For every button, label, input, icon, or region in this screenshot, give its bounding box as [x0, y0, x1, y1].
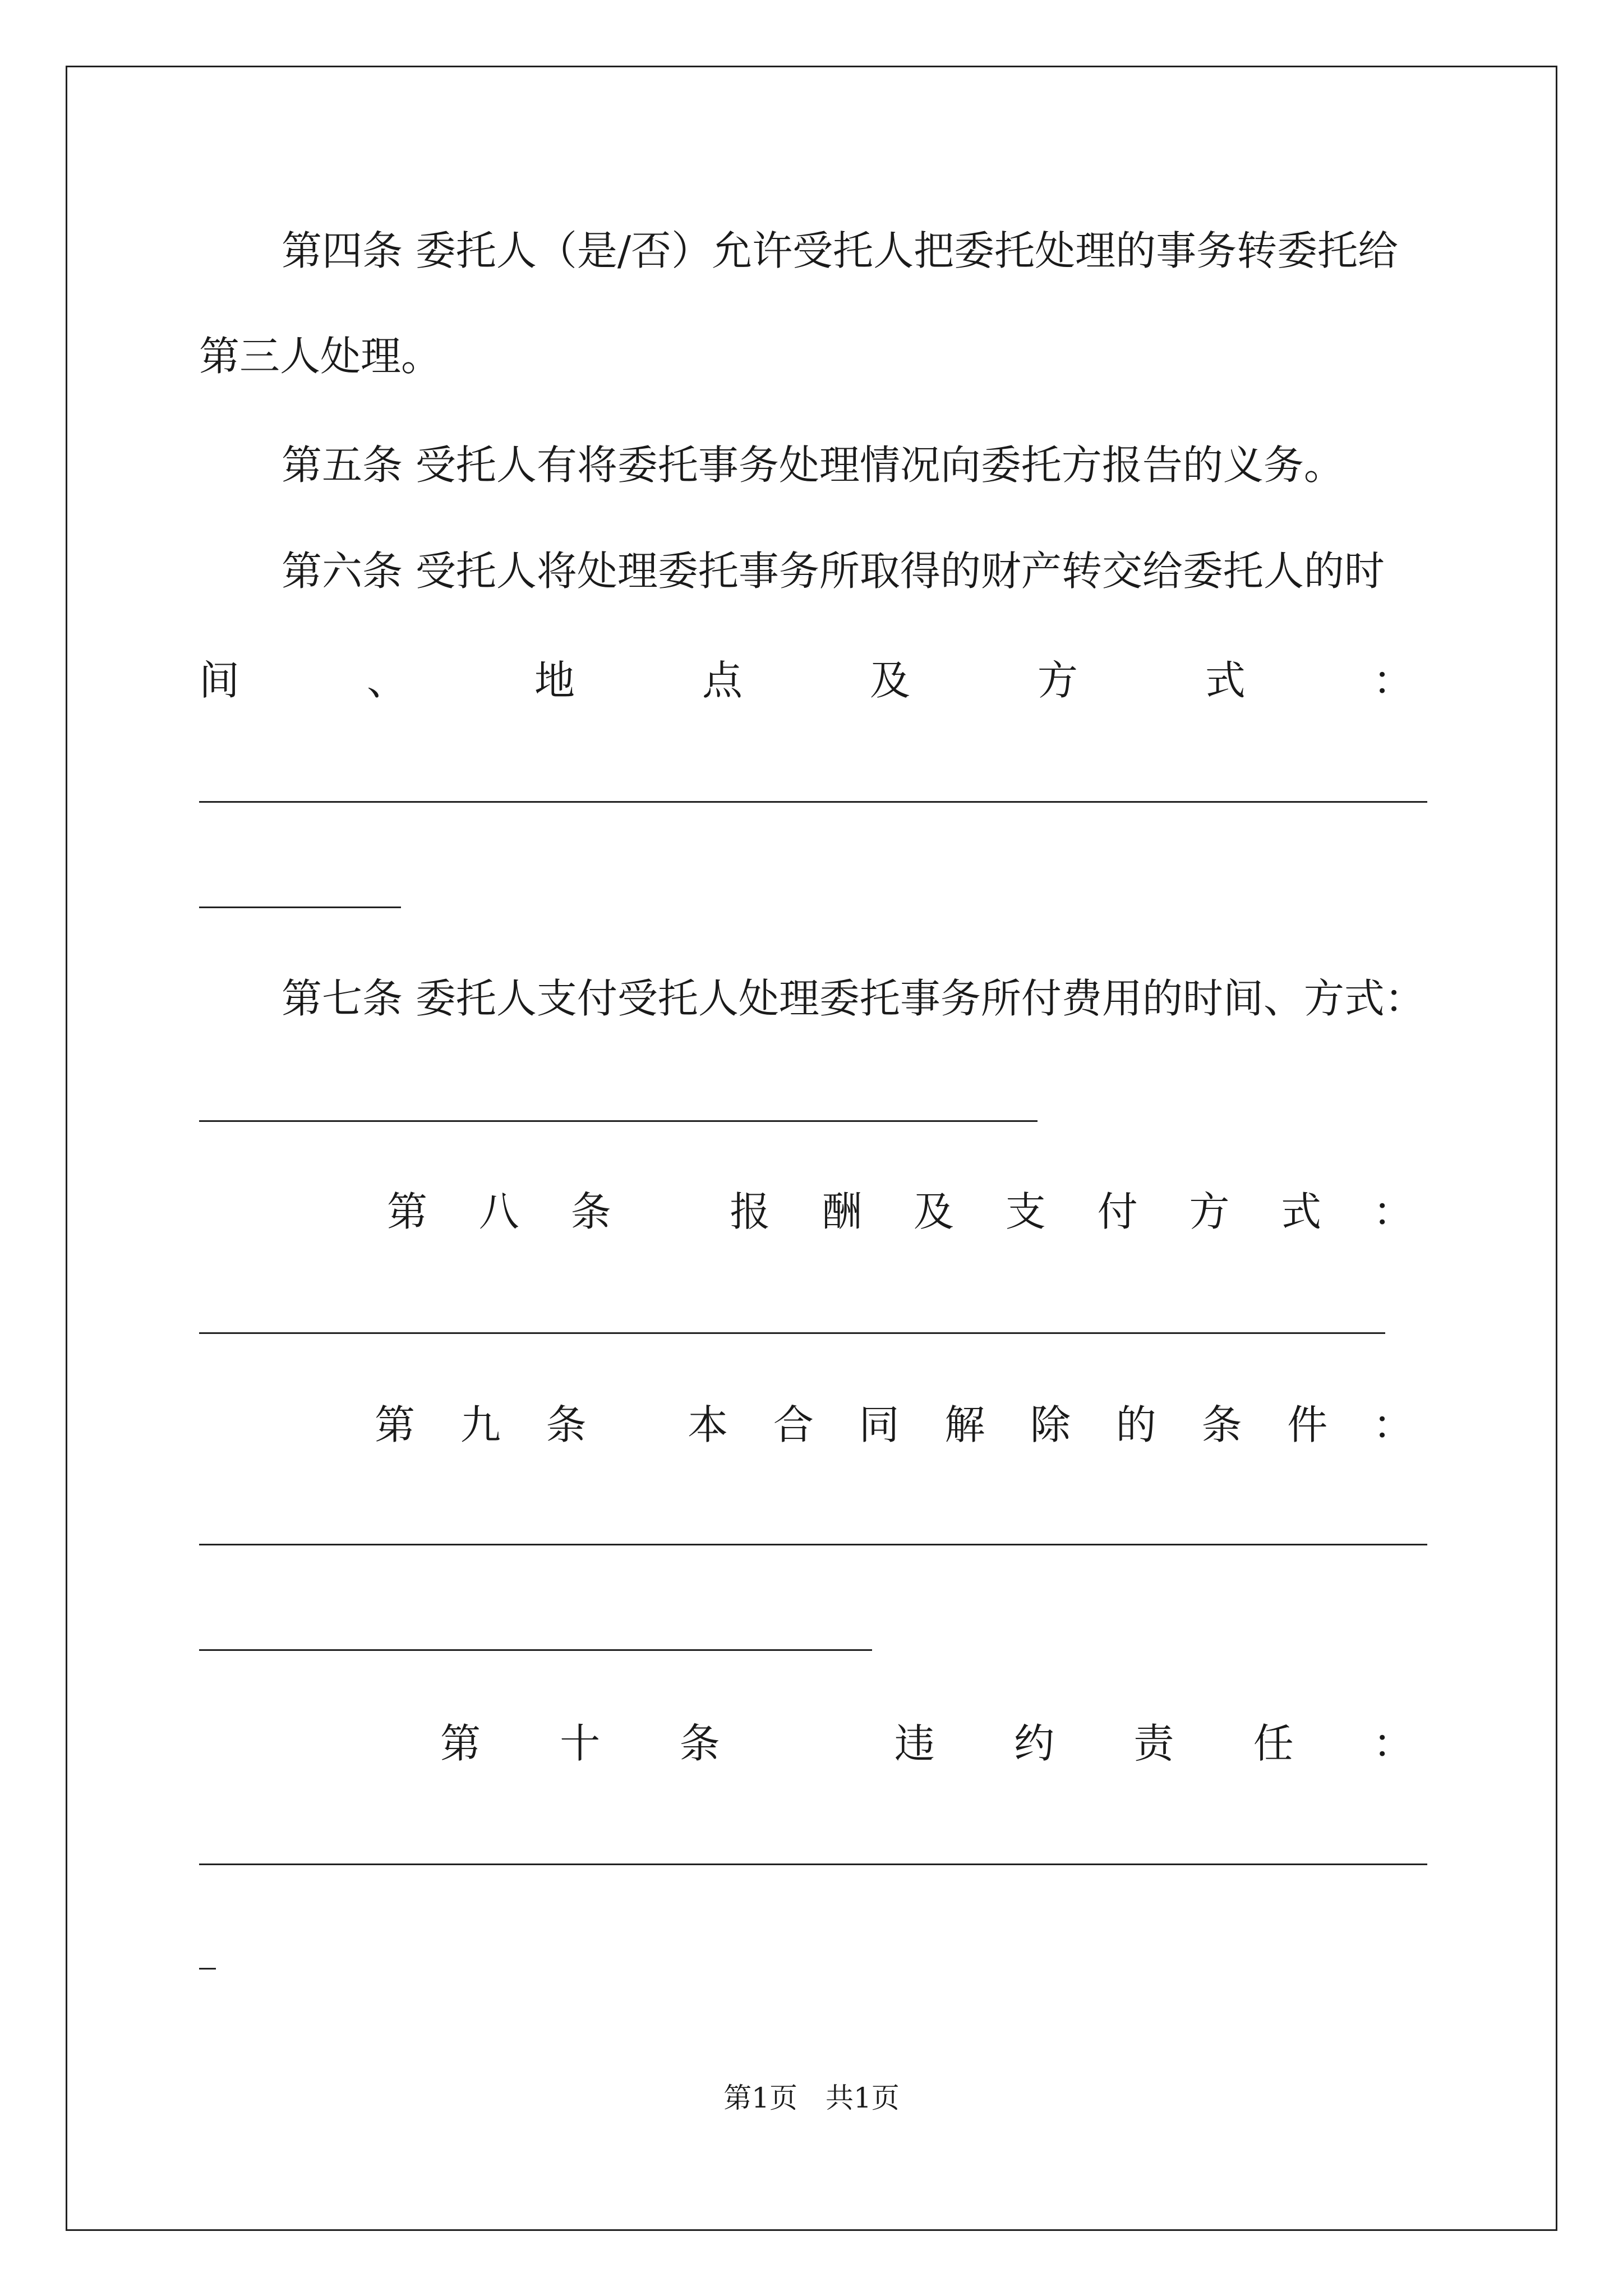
article-9-char: 解	[944, 1401, 985, 1448]
article-9-char: 条	[546, 1401, 587, 1448]
article-5: 第五条 受托人有将委托事务处理情况向委托方报告的义务。	[282, 441, 1344, 489]
article-9-char: 第	[375, 1401, 416, 1448]
article-10-char: 十	[560, 1720, 601, 1767]
article-8-char: 式	[1281, 1188, 1322, 1235]
article-9-char: ：	[1372, 1401, 1413, 1448]
article-10-char: ：	[1372, 1720, 1413, 1767]
article-8-char: 支	[1005, 1188, 1046, 1235]
article-10-char: 约	[1014, 1720, 1055, 1767]
fill-line	[199, 801, 1427, 803]
article-6-char: 、	[366, 657, 407, 704]
article-6-char: 点	[702, 657, 743, 704]
article-10-char: 第	[440, 1720, 481, 1767]
article-9-char: 条	[1201, 1401, 1242, 1448]
article-8-char: 条	[570, 1188, 611, 1235]
article-10-char: 违	[894, 1720, 935, 1767]
article-6-char: 式	[1205, 657, 1246, 704]
fill-line	[199, 1649, 872, 1651]
article-8-char: 报	[730, 1188, 771, 1235]
fill-line	[199, 907, 401, 908]
fill-line	[199, 1544, 1427, 1545]
article-8-char: 酬	[822, 1188, 863, 1235]
fill-line	[199, 1864, 1427, 1865]
article-10-char: 责	[1133, 1720, 1174, 1767]
article-6-char: 方	[1037, 657, 1078, 704]
article-4-line-1: 第四条 委托人（是/否）允许受托人把委托处理的事务转委托给	[282, 227, 1399, 274]
article-8	[387, 1186, 1413, 1237]
fill-line	[199, 1120, 1038, 1122]
article-6-line-1: 第六条 受托人将处理委托事务所取得的财产转交给委托人的时	[282, 547, 1385, 595]
article-8-char: 付	[1097, 1188, 1138, 1235]
article-7: 第七条 委托人支付受托人处理委托事务所付费用的时间、方式：	[282, 975, 1425, 1022]
article-6-char: ：	[1372, 657, 1413, 704]
article-8-char: 及	[913, 1188, 954, 1235]
article-9-char: 的	[1115, 1401, 1156, 1448]
article-9-char: 件	[1287, 1401, 1328, 1448]
article-9-char: 除	[1030, 1401, 1071, 1448]
article-9-char: 合	[773, 1401, 814, 1448]
fill-line	[199, 1968, 216, 1970]
page-border	[66, 66, 1557, 2231]
article-9-char: 九	[460, 1401, 501, 1448]
article-9-char: 本	[688, 1401, 728, 1448]
article-6-char: 及	[869, 657, 910, 704]
article-9-char: 同	[859, 1401, 900, 1448]
article-10-char: 条	[679, 1720, 720, 1767]
article-8-char: 八	[478, 1188, 519, 1235]
article-8-char: ：	[1372, 1188, 1413, 1235]
article-8-char: 第	[387, 1188, 428, 1235]
article-6-line-2	[199, 655, 1413, 706]
page-number: 第1页 共1页	[723, 2082, 900, 2114]
article-8-char: 方	[1189, 1188, 1230, 1235]
article-6-char: 地	[534, 657, 575, 704]
article-6-char: 间	[199, 657, 240, 704]
article-10-char: 任	[1253, 1720, 1294, 1767]
article-10	[440, 1718, 1413, 1769]
article-4-line-2: 第三人处理。	[199, 333, 442, 380]
fill-line	[199, 1332, 1385, 1334]
article-9	[375, 1400, 1413, 1450]
